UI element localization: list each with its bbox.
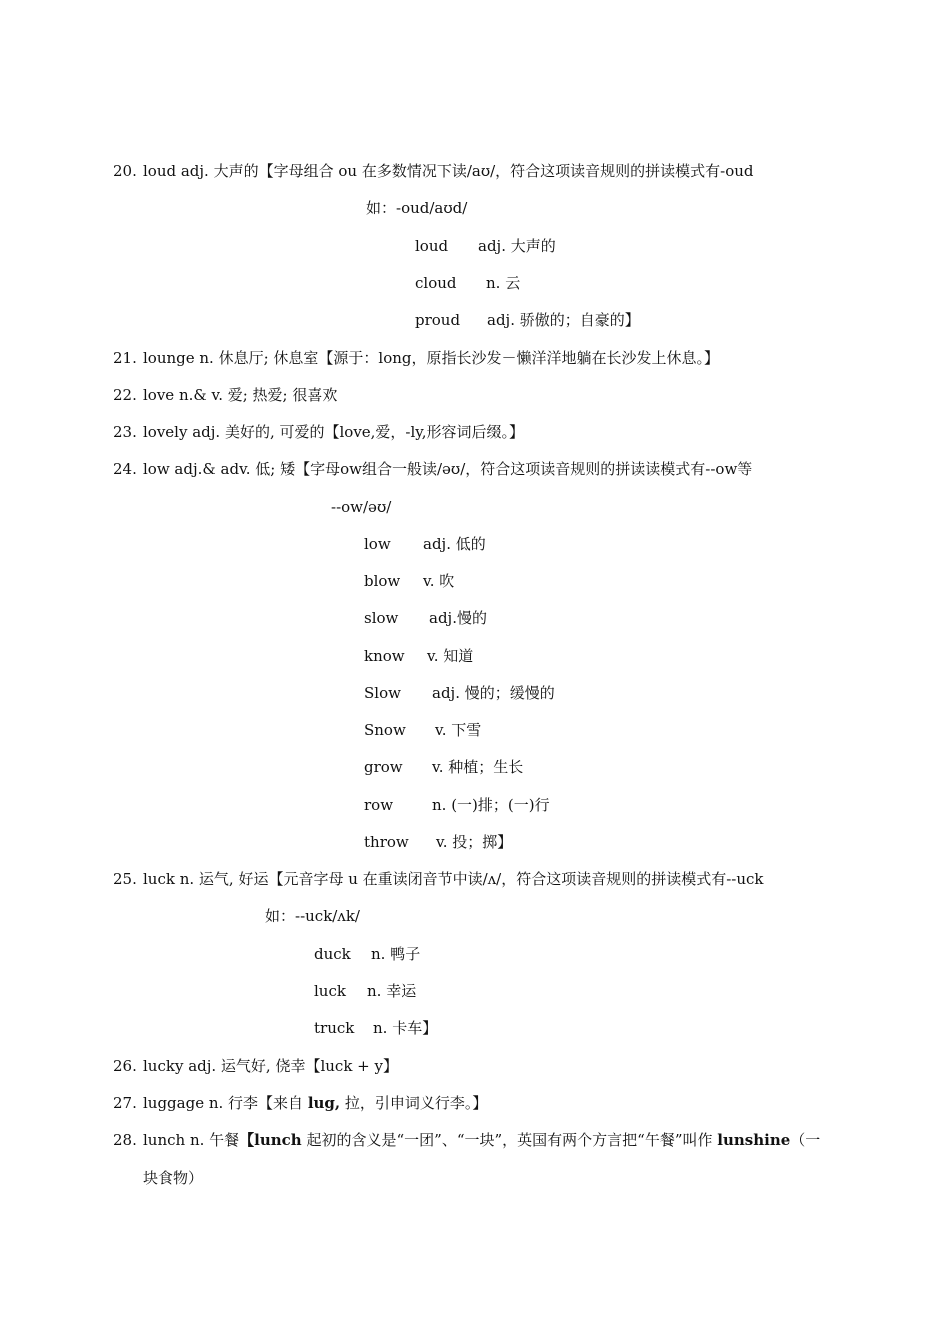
entry-20 [113, 161, 754, 181]
example-word: throw [364, 833, 409, 851]
entry-25 [113, 869, 764, 889]
entry-number: 27. [113, 1094, 137, 1112]
example-word: loud [415, 237, 449, 255]
example-word: row [364, 796, 394, 814]
example-meaning: adj. 慢的；缓慢的 [432, 684, 555, 702]
entry-text-start: luggage n. 行李【来自 [143, 1094, 308, 1112]
example-row [415, 310, 640, 330]
entry-text-middle: 起初的含义是“一团”、“一块”，英国有两个方言把“午餐”叫作 [301, 1131, 718, 1149]
example-row [364, 795, 550, 815]
spelling-pattern: 如：-oud/aʊd/ [366, 199, 468, 217]
example-meaning: n. 云 [486, 274, 521, 292]
example-meaning: adj. 低的 [423, 535, 486, 553]
example-word: blow [364, 572, 401, 590]
example-meaning: n. 卡车】 [373, 1019, 438, 1037]
entry-27 [113, 1093, 487, 1113]
example-row [364, 720, 481, 740]
entry-22 [113, 385, 337, 405]
entry-number: 28. [113, 1131, 137, 1149]
example-row [314, 981, 416, 1001]
example-meaning: v. 吹 [423, 572, 455, 590]
example-word: proud [415, 311, 461, 329]
example-word: truck [314, 1019, 355, 1037]
example-word: Slow [364, 684, 401, 702]
entry-number: 24. [113, 460, 137, 478]
entry-text: loud adj. 大声的【字母组合 ou 在多数情况下读/aʊ/，符合这项读音规则的拼读模式有-oud [143, 162, 754, 180]
entry-text: low adj.& adv. 低; 矮【字母ow组合一般读/əʊ/，符合这项读音规则的拼读读模式有--ow等 [143, 460, 753, 478]
entry-text-bold: lunshine [717, 1131, 791, 1149]
example-meaning: adj. 骄傲的；自豪的】 [487, 311, 640, 329]
entry-number: 20. [113, 162, 137, 180]
example-row [364, 832, 512, 852]
example-meaning: n. (一)排；(一)行 [432, 796, 550, 814]
example-row [364, 571, 454, 591]
example-meaning: v. 投；掷】 [436, 833, 513, 851]
entry-text-start: lunch n. 午餐 [143, 1131, 240, 1149]
example-meaning: v. 种植；生长 [432, 758, 524, 776]
example-word: duck [314, 945, 351, 963]
entry-text-end: （一 [790, 1131, 821, 1149]
example-row [314, 944, 420, 964]
entry-24 [113, 459, 752, 479]
example-row [364, 646, 473, 666]
entry-number: 22. [113, 386, 137, 404]
entry-28-continuation: 块食物） [143, 1169, 204, 1187]
entry-number: 23. [113, 423, 137, 441]
example-row [364, 757, 523, 777]
example-word: cloud [415, 274, 457, 292]
example-meaning: adj.慢的 [429, 609, 487, 627]
entry-number: 26. [113, 1057, 137, 1075]
entry-text-bold: lug, [307, 1094, 341, 1112]
entry-text: lounge n. 休息厅; 休息室【源于：long，原指长沙发－懒洋洋地躺在长沙发上休息。】 [143, 349, 720, 367]
example-word: slow [364, 609, 399, 627]
entry-28 [113, 1130, 820, 1150]
example-row [364, 683, 555, 703]
entry-text: lovely adj. 美好的, 可爱的【love,爱，-ly,形容词后缀。】 [143, 423, 525, 441]
entry-text: luck n. 运气, 好运【元音字母 u 在重读闭音节中读/ʌ/，符合这项读音规则的拼读模式有--uck [143, 870, 764, 888]
example-word: Snow [364, 721, 406, 739]
entry-text-bold: 【lunch [239, 1131, 302, 1149]
example-row [364, 534, 486, 554]
example-meaning: n. 幸运 [367, 982, 417, 1000]
entry-text: lucky adj. 运气好, 侥幸【luck + y】 [143, 1057, 398, 1075]
entry-23 [113, 422, 524, 442]
entry-26 [113, 1056, 398, 1076]
example-row [314, 1018, 437, 1038]
entry-text: love n.& v. 爱; 热爱; 很喜欢 [143, 386, 338, 404]
spelling-pattern: --ow/əʊ/ [331, 498, 392, 516]
entry-text-end: 拉，引申词义行李。】 [340, 1094, 488, 1112]
entry-21 [113, 348, 719, 368]
example-word: low [364, 535, 391, 553]
entry-number: 21. [113, 349, 137, 367]
example-word: know [364, 647, 405, 665]
example-row [415, 236, 556, 256]
example-row [364, 608, 487, 628]
example-meaning: n. 鸭子 [371, 945, 421, 963]
example-row [415, 273, 520, 293]
spelling-pattern: 如：--uck/ʌk/ [265, 907, 360, 925]
entry-number: 25. [113, 870, 137, 888]
example-meaning: adj. 大声的 [478, 237, 556, 255]
example-word: luck [314, 982, 346, 1000]
example-word: grow [364, 758, 403, 776]
example-meaning: v. 下雪 [435, 721, 482, 739]
example-meaning: v. 知道 [427, 647, 474, 665]
